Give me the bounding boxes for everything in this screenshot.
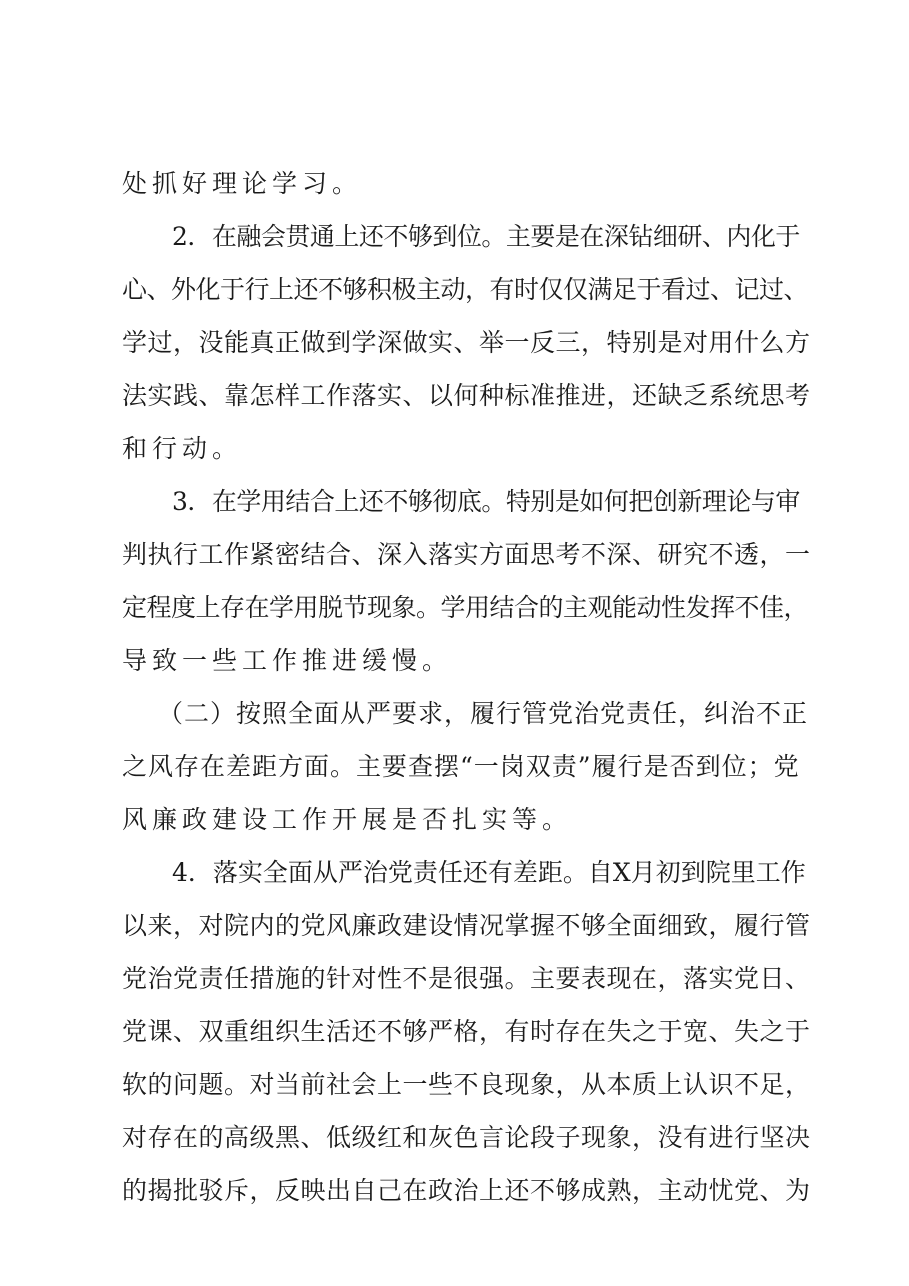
text-line: 3．在学用结合上还不够彻底。特别是如何把创新理论与审 — [172, 487, 800, 516]
text-line: 处抓好理论学习。 — [122, 169, 363, 198]
text-line: 4．落实全面从严治党责任还有差距。自X月初到院里工作 — [172, 858, 806, 887]
text-line: （二）按照全面从严要求，履行管党治党责任，纠治不正 — [158, 699, 809, 728]
text-line: 心、外化于行上还不够积极主动，有时仅仅满足于看过、记过、 — [122, 275, 809, 304]
text-line: 党治党责任措施的针对性不是很强。主要表现在，落实党日、 — [122, 964, 811, 993]
text-line: 学过，没能真正做到学深做实、举一反三，特别是对用什么方 — [122, 328, 811, 357]
text-line: 之风存在差距方面。主要查摆“一岗双责”履行是否到位；党 — [122, 752, 800, 781]
text-line: 和行动。 — [122, 434, 243, 463]
text-line: 导致一些工作推进缓慢。 — [122, 646, 453, 675]
text-line: 风廉政建设工作开展是否扎实等。 — [122, 805, 573, 834]
text-line: 以来，对院内的党风廉政建设情况掌握不够全面细致，履行管 — [122, 911, 811, 940]
text-line: 党课、双重组织生活还不够严格，有时存在失之于宽、失之于 — [122, 1017, 811, 1046]
text-line: 软的问题。对当前社会上一些不良现象，从本质上认识不足， — [122, 1070, 811, 1099]
text-line: 定程度上存在学用脱节现象。学用结合的主观能动性发挥不佳， — [122, 593, 809, 622]
text-line: 对存在的高级黑、低级红和灰色言论段子现象，没有进行坚决 — [122, 1123, 811, 1152]
text-line: 判执行工作紧密结合、深入落实方面思考不深、研究不透，一 — [122, 540, 811, 569]
text-line: 的揭批驳斥，反映出自己在政治上还不够成熟，主动忧党、为 — [122, 1176, 811, 1205]
text-line: 法实践、靠怎样工作落实、以何种标准推进，还缺乏系统思考 — [122, 381, 811, 410]
text-line: 2．在融会贯通上还不够到位。主要是在深钻细研、内化于 — [172, 222, 800, 251]
